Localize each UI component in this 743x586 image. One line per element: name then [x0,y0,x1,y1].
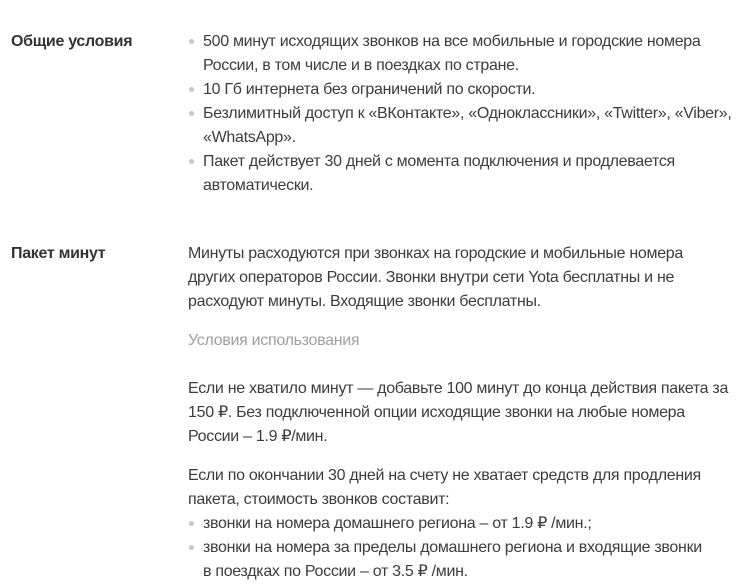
usage-terms-subheading: Условия использования [188,332,360,349]
list-item [188,536,733,584]
list-item-text: Пакет действует 30 дней с момента подключения и продлевается автоматически. [203,153,675,194]
section-general-conditions [11,30,735,198]
list-item [188,30,733,78]
list-item [188,512,733,536]
renewal-intro-paragraph: Если по окончании 30 дней на счету не хватает средств для продления пакета, стоимость звонков составит: [188,467,701,508]
section-general-conditions-label: Общие условия [11,33,133,50]
list-item-text: звонки на номера домашнего региона – от 1.9 ₽ /мин.; [203,515,592,532]
general-conditions-list [188,30,733,198]
list-item-text: звонки на номера за пределы домашнего региона и входящие звонки в поездках по России – от 3.5 ₽ /мин. [203,539,702,580]
add-minutes-paragraph: Если не хватило минут — добавьте 100 минут до конца действия пакета за 150 ₽. Без подключенной опции исходящие звонки на любые номера России – 1.9 ₽/мин. [188,380,729,445]
list-item-text: Безлимитный доступ к «ВКонтакте», «Одноклассники», «Twitter», «Viber», «WhatsApp». [203,105,732,146]
list-item [188,150,733,198]
bullet-icon [189,87,194,92]
bullet-icon [189,159,194,164]
list-item [188,78,733,102]
bullet-icon [189,521,194,526]
bullet-icon [189,111,194,116]
list-item-text: 10 Гб интернета без ограничений по скорости. [203,81,536,98]
list-item [188,102,733,150]
section-minutes-package-label: Пакет минут [11,245,106,262]
section-minutes-package [11,242,735,584]
minutes-usage-paragraph: Минуты расходуются при звонках на городские и мобильные номера других операторов России. Звонки внутри сети Yota бесплатны и не расходуют минуты. Входящие звонки бесплатны. [188,245,684,310]
minutes-package-content [188,242,733,584]
bullet-icon [189,39,194,44]
bullet-icon [189,545,194,550]
renewal-rates-list [188,512,733,584]
list-item-text: 500 минут исходящих звонков на все мобильные и городские номера России, в том числе и в поездках по стране. [203,33,701,74]
